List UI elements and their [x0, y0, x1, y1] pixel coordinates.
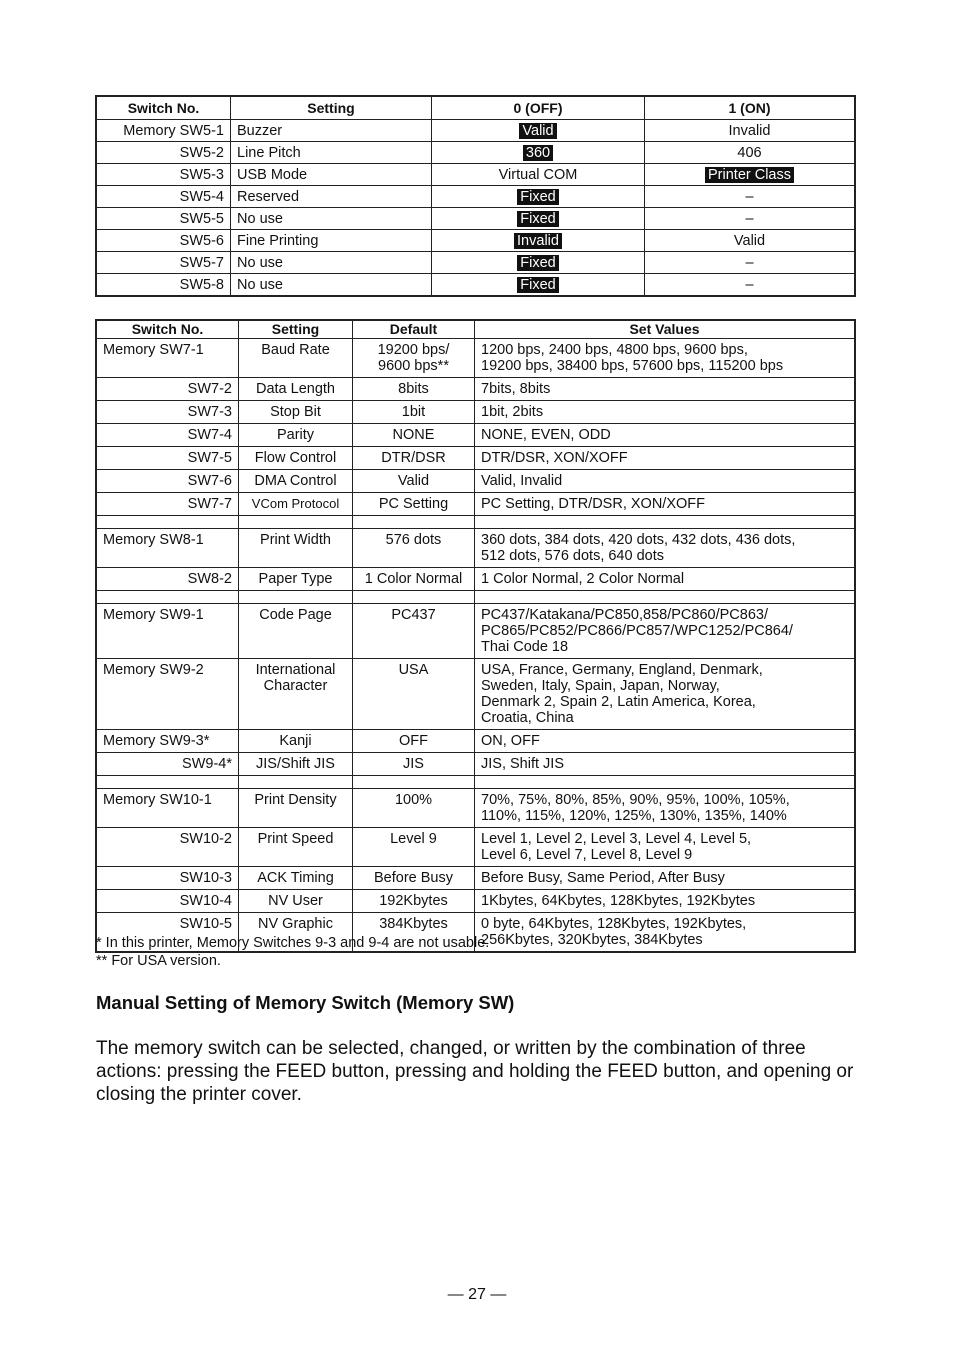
default-cell — [353, 890, 475, 913]
group-separator — [96, 516, 855, 529]
cell-line: NONE — [392, 427, 435, 443]
separator-cell — [96, 776, 239, 789]
default-cell — [353, 447, 475, 470]
default-highlight: Fixed — [517, 255, 558, 271]
separator-cell — [239, 591, 353, 604]
header-default: Default — [353, 320, 475, 339]
body-paragraph: The memory switch can be selected, changed, or written by the combination of three actions: pressing the FEED button, pressing and holding the FEED button, and opening or closing the printer cover. — [96, 1038, 854, 1105]
header-set-values: Set Values — [475, 320, 856, 339]
cell-line: 100% — [394, 792, 433, 808]
off-value-cell: Virtual COM — [432, 164, 645, 186]
cell-line: Before Busy — [374, 870, 453, 886]
switch-number-cell: Memory SW9-2 — [96, 659, 239, 730]
table-row — [96, 164, 855, 186]
cell-line: ON, OFF — [481, 733, 540, 749]
section-heading: Manual Setting of Memory Switch (Memory SW) — [96, 992, 515, 1013]
table-row — [96, 447, 855, 470]
separator-cell — [353, 591, 475, 604]
header-switch-no: Switch No. — [96, 320, 239, 339]
cell-line: 1200 bps, 2400 bps, 4800 bps, 9600 bps, — [481, 342, 748, 358]
cell-line: 9600 bps** — [378, 358, 449, 374]
setting-cell: USB Mode — [231, 164, 432, 186]
default-cell — [353, 730, 475, 753]
separator-cell — [475, 776, 856, 789]
cell-line: Level 6, Level 7, Level 8, Level 9 — [481, 847, 693, 863]
off-value-cell — [432, 186, 645, 208]
setting-cell: No use — [231, 252, 432, 274]
default-cell — [353, 493, 475, 516]
cell-line: 7bits, 8bits — [481, 381, 551, 397]
setting-cell: No use — [231, 274, 432, 297]
cell-line: Level 1, Level 2, Level 3, Level 4, Level 5, — [481, 831, 752, 847]
table-row — [96, 730, 855, 753]
default-cell — [353, 659, 475, 730]
setting-cell: Baud Rate — [239, 339, 353, 378]
table-row — [96, 529, 855, 568]
set-values-cell — [475, 789, 856, 828]
default-cell — [353, 867, 475, 890]
setting-cell: VCom Protocol — [239, 493, 353, 516]
footnote-kanji: * In this printer, Memory Switches 9-3 and 9-4 are not usable. — [96, 935, 490, 951]
table-row — [96, 120, 855, 142]
table-row — [96, 493, 855, 516]
default-cell — [353, 378, 475, 401]
off-value-cell — [432, 120, 645, 142]
cell-line: PC437 — [391, 607, 436, 623]
cell-line: 19200 bps, 38400 bps, 57600 bps, 115200 bps — [481, 358, 784, 374]
cell-line: JIS, Shift JIS — [481, 756, 564, 772]
default-cell — [353, 401, 475, 424]
switch-number-cell: SW5-4 — [96, 186, 231, 208]
set-values-cell — [475, 339, 856, 378]
cell-line: USA — [398, 662, 429, 678]
cell-line: PC Setting — [378, 496, 449, 512]
cell-line: Valid — [397, 473, 430, 489]
header-switch-no: Switch No. — [96, 96, 231, 120]
cell-line: 1bit — [401, 404, 426, 420]
table-row — [96, 142, 855, 164]
table-row — [96, 424, 855, 447]
table-row — [96, 568, 855, 591]
separator-cell — [475, 516, 856, 529]
separator-cell — [239, 776, 353, 789]
setting-cell: No use — [231, 208, 432, 230]
switch-number-cell: SW7-3 — [96, 401, 239, 424]
separator-cell — [353, 516, 475, 529]
cell-line: 8bits — [398, 381, 429, 397]
table-row — [96, 401, 855, 424]
set-values-cell — [475, 730, 856, 753]
switch-number-cell: Memory SW5-1 — [96, 120, 231, 142]
cell-line: 360 dots, 384 dots, 420 dots, 432 dots, 436 dots, — [481, 532, 796, 548]
set-values-cell — [475, 604, 856, 659]
switch-number-cell: SW9-4* — [96, 753, 239, 776]
default-cell — [353, 424, 475, 447]
cell-line: 1 Color Normal, 2 Color Normal — [481, 571, 685, 587]
separator-cell — [475, 591, 856, 604]
switch-number-cell: SW10-3 — [96, 867, 239, 890]
set-values-cell — [475, 529, 856, 568]
setting-cell: Buzzer — [231, 120, 432, 142]
cell-line: USA, France, Germany, England, Denmark, — [481, 662, 763, 678]
set-values-cell — [475, 470, 856, 493]
cell-line: PC865/PC852/PC866/PC857/WPC1252/PC864/ — [481, 623, 793, 639]
table-row — [96, 604, 855, 659]
set-values-cell — [475, 913, 856, 953]
switch-number-cell: SW10-2 — [96, 828, 239, 867]
setting-cell: Print Width — [239, 529, 353, 568]
table-row — [96, 867, 855, 890]
setting-cell: Kanji — [239, 730, 353, 753]
setting-cell: Print Density — [239, 789, 353, 828]
header-on: 1 (ON) — [645, 96, 856, 120]
table-row — [96, 252, 855, 274]
cell-line: 110%, 115%, 120%, 125%, 130%, 135%, 140% — [481, 808, 787, 824]
set-values-cell — [475, 447, 856, 470]
on-value-cell: – — [645, 208, 856, 230]
cell-line: OFF — [399, 733, 428, 749]
set-values-cell — [475, 568, 856, 591]
setting-cell: Fine Printing — [231, 230, 432, 252]
memory-switch-5-table — [95, 95, 856, 297]
default-highlight: Printer Class — [705, 167, 794, 183]
setting-cell: Data Length — [239, 378, 353, 401]
table-row — [96, 789, 855, 828]
on-value-cell: 406 — [645, 142, 856, 164]
table-row — [96, 339, 855, 378]
on-value-cell: Valid — [645, 230, 856, 252]
table-row — [96, 828, 855, 867]
default-cell — [353, 604, 475, 659]
switch-number-cell: SW5-6 — [96, 230, 231, 252]
setting-cell: Code Page — [239, 604, 353, 659]
off-value-cell — [432, 208, 645, 230]
cell-line: 512 dots, 576 dots, 640 dots — [481, 548, 664, 564]
cell-line: Denmark 2, Spain 2, Latin America, Korea, — [481, 694, 756, 710]
switch-number-cell: Memory SW9-3* — [96, 730, 239, 753]
setting-cell: International Character — [239, 659, 353, 730]
cell-line: 0 byte, 64Kbytes, 128Kbytes, 192Kbytes, — [481, 916, 747, 932]
cell-line: 19200 bps/ — [377, 342, 450, 358]
cell-line: DTR/DSR, XON/XOFF — [481, 450, 628, 466]
default-cell — [353, 339, 475, 378]
setting-cell: Stop Bit — [239, 401, 353, 424]
default-cell — [353, 529, 475, 568]
group-separator — [96, 776, 855, 789]
table-row — [96, 890, 855, 913]
cell-line: Sweden, Italy, Spain, Japan, Norway, — [481, 678, 720, 694]
header-setting: Setting — [231, 96, 432, 120]
table-row — [96, 378, 855, 401]
cell-line: 1bit, 2bits — [481, 404, 544, 420]
default-highlight: Fixed — [517, 211, 558, 227]
cell-line: Thai Code 18 — [481, 639, 569, 655]
default-highlight: 360 — [523, 145, 553, 161]
switch-number-cell: SW10-4 — [96, 890, 239, 913]
switch-number-cell: SW8-2 — [96, 568, 239, 591]
table-header-row — [96, 96, 855, 120]
footnotes — [96, 934, 489, 970]
on-value-cell: Invalid — [645, 120, 856, 142]
set-values-cell — [475, 659, 856, 730]
default-cell — [353, 828, 475, 867]
cell-line: Valid, Invalid — [481, 473, 563, 489]
setting-cell: JIS/Shift JIS — [239, 753, 353, 776]
page-number: — 27 — — [447, 1286, 507, 1303]
on-value-cell: – — [645, 274, 856, 297]
switch-number-cell: SW7-6 — [96, 470, 239, 493]
cell-line: 70%, 75%, 80%, 85%, 90%, 95%, 100%, 105%, — [481, 792, 790, 808]
cell-line: NONE, EVEN, ODD — [481, 427, 611, 443]
switch-number-cell: SW5-3 — [96, 164, 231, 186]
cell-line: DTR/DSR — [381, 450, 446, 466]
on-value-cell: – — [645, 186, 856, 208]
set-values-cell — [475, 753, 856, 776]
cell-line: Before Busy, Same Period, After Busy — [481, 870, 725, 886]
default-cell — [353, 789, 475, 828]
switch-number-cell: SW7-2 — [96, 378, 239, 401]
setting-cell: Paper Type — [239, 568, 353, 591]
cell-line: PC Setting, DTR/DSR, XON/XOFF — [481, 496, 705, 512]
setting-cell: Parity — [239, 424, 353, 447]
table-row — [96, 230, 855, 252]
setting-cell: ACK Timing — [239, 867, 353, 890]
setting-cell: NV User — [239, 890, 353, 913]
default-highlight: Fixed — [517, 189, 558, 205]
cell-line: 1Kbytes, 64Kbytes, 128Kbytes, 192Kbytes — [481, 893, 756, 909]
header-off: 0 (OFF) — [432, 96, 645, 120]
separator-cell — [96, 516, 239, 529]
header-setting: Setting — [239, 320, 353, 339]
footnote-usa: ** For USA version. — [96, 953, 221, 969]
default-highlight: Valid — [519, 123, 556, 139]
table-row — [96, 186, 855, 208]
setting-cell: Print Speed — [239, 828, 353, 867]
cell-line: 192Kbytes — [379, 893, 448, 909]
switch-number-cell: SW5-8 — [96, 274, 231, 297]
switch-number-cell: Memory SW7-1 — [96, 339, 239, 378]
set-values-cell — [475, 424, 856, 447]
switch-number-cell: Memory SW9-1 — [96, 604, 239, 659]
separator-cell — [96, 591, 239, 604]
switch-number-cell: SW7-4 — [96, 424, 239, 447]
switch-number-cell: SW5-2 — [96, 142, 231, 164]
cell-line: Level 9 — [390, 831, 437, 847]
cell-line: 576 dots — [385, 532, 442, 548]
group-separator — [96, 591, 855, 604]
switch-number-cell: Memory SW10-1 — [96, 789, 239, 828]
set-values-cell — [475, 890, 856, 913]
switch-number-cell: SW5-7 — [96, 252, 231, 274]
table-row — [96, 659, 855, 730]
default-cell — [353, 470, 475, 493]
off-value-cell — [432, 274, 645, 297]
cell-line: 256Kbytes, 320Kbytes, 384Kbytes — [481, 932, 703, 948]
off-value-cell — [432, 230, 645, 252]
switch-number-cell: SW7-7 — [96, 493, 239, 516]
separator-cell — [239, 516, 353, 529]
setting-cell: NV Graphic — [239, 913, 353, 953]
default-cell — [353, 568, 475, 591]
on-value-cell: – — [645, 252, 856, 274]
off-value-cell — [432, 142, 645, 164]
cell-line: 1 Color Normal — [364, 571, 463, 587]
setting-cell: Reserved — [231, 186, 432, 208]
set-values-cell — [475, 493, 856, 516]
table-row — [96, 274, 855, 297]
switch-number-cell: SW5-5 — [96, 208, 231, 230]
set-values-cell — [475, 828, 856, 867]
set-values-cell — [475, 867, 856, 890]
setting-cell: Flow Control — [239, 447, 353, 470]
table-header-row — [96, 320, 855, 339]
cell-line: Croatia, China — [481, 710, 574, 726]
cell-line: 384Kbytes — [379, 916, 448, 932]
switch-number-cell: Memory SW8-1 — [96, 529, 239, 568]
cell-line: JIS — [403, 756, 424, 772]
memory-switch-settings-table — [95, 319, 856, 953]
set-values-cell — [475, 378, 856, 401]
setting-cell: Line Pitch — [231, 142, 432, 164]
default-highlight: Invalid — [514, 233, 562, 249]
cell-line: PC437/Katakana/PC850,858/PC860/PC863/ — [481, 607, 768, 623]
separator-cell — [353, 776, 475, 789]
switch-number-cell: SW7-5 — [96, 447, 239, 470]
setting-cell: DMA Control — [239, 470, 353, 493]
table-row — [96, 753, 855, 776]
table-row — [96, 208, 855, 230]
set-values-cell — [475, 401, 856, 424]
table-row — [96, 470, 855, 493]
default-cell — [353, 753, 475, 776]
default-highlight: Fixed — [517, 277, 558, 293]
off-value-cell — [432, 252, 645, 274]
switch-number-cell: SW10-5 — [96, 913, 239, 953]
on-value-cell — [645, 164, 856, 186]
